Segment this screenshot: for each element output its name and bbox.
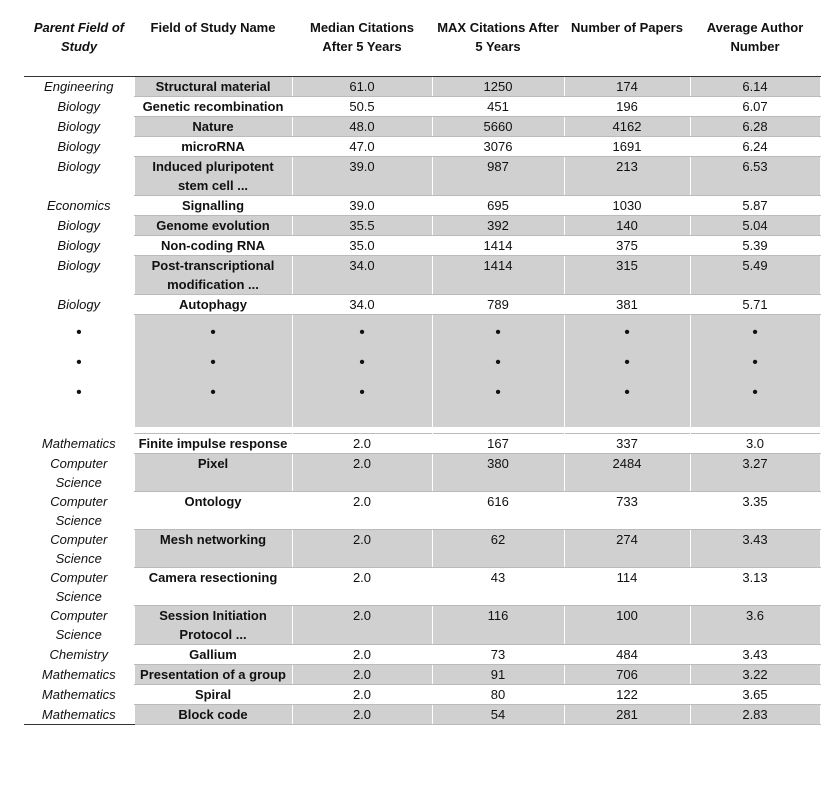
max-citations-cell: 451: [432, 97, 564, 117]
max-citations-cell: 616: [432, 492, 564, 530]
parent-field-cell: Biology: [24, 216, 134, 236]
median-citations-cell: 2.0: [292, 434, 432, 454]
parent-field-cell: Computer Science: [24, 606, 134, 645]
number-of-papers-cell: 706: [564, 665, 690, 685]
ellipsis-dot: •: [210, 354, 216, 371]
parent-field-cell: Computer Science: [24, 530, 134, 568]
table-row: [24, 137, 820, 157]
max-citations-cell: 91: [432, 665, 564, 685]
number-of-papers-cell: 1691: [564, 137, 690, 157]
number-of-papers-cell: 274: [564, 530, 690, 568]
number-of-papers-cell: 337: [564, 434, 690, 454]
median-citations-cell: 2.0: [292, 705, 432, 725]
number-of-papers-cell: 122: [564, 685, 690, 705]
table-row: [24, 97, 820, 117]
max-citations-cell: 80: [432, 685, 564, 705]
ellipsis-dot: •: [624, 384, 630, 401]
number-of-papers-cell: 375: [564, 236, 690, 256]
parent-field-cell: Mathematics: [24, 705, 134, 725]
field-name-cell: Structural material: [134, 77, 292, 97]
ellipsis-row: [24, 315, 820, 428]
number-of-papers-cell: 100: [564, 606, 690, 645]
average-authors-cell: 5.39: [690, 236, 820, 256]
table-row: [24, 705, 820, 725]
max-citations-cell: 987: [432, 157, 564, 196]
number-of-papers-cell: 140: [564, 216, 690, 236]
field-name-cell: Induced pluripotent stem cell ...: [134, 157, 292, 196]
header-number-of-papers: Number of Papers: [564, 14, 690, 77]
header-parent-field: Parent Field of Study: [24, 14, 134, 77]
median-citations-cell: 2.0: [292, 645, 432, 665]
number-of-papers-cell: 733: [564, 492, 690, 530]
median-citations-cell: 2.0: [292, 454, 432, 492]
number-of-papers-cell: 1030: [564, 196, 690, 216]
citations-table: [24, 14, 821, 725]
table-row: [24, 295, 820, 315]
average-authors-cell: 3.43: [690, 530, 820, 568]
parent-field-cell: Mathematics: [24, 685, 134, 705]
field-name-cell: Pixel: [134, 454, 292, 492]
header-row: [24, 14, 820, 77]
table-row: [24, 117, 820, 137]
ellipsis-cell: [24, 315, 134, 428]
header-average-authors: Average Author Number: [690, 14, 820, 77]
max-citations-cell: 54: [432, 705, 564, 725]
number-of-papers-cell: 196: [564, 97, 690, 117]
max-citations-cell: 116: [432, 606, 564, 645]
parent-field-cell: Biology: [24, 157, 134, 196]
table-row: [24, 492, 820, 530]
average-authors-cell: 5.71: [690, 295, 820, 315]
max-citations-cell: 73: [432, 645, 564, 665]
average-authors-cell: 3.65: [690, 685, 820, 705]
average-authors-cell: 5.04: [690, 216, 820, 236]
max-citations-cell: 3076: [432, 137, 564, 157]
number-of-papers-cell: 381: [564, 295, 690, 315]
max-citations-cell: 62: [432, 530, 564, 568]
parent-field-cell: Biology: [24, 256, 134, 295]
field-name-cell: Block code: [134, 705, 292, 725]
average-authors-cell: 3.35: [690, 492, 820, 530]
average-authors-cell: 6.28: [690, 117, 820, 137]
median-citations-cell: 2.0: [292, 492, 432, 530]
average-authors-cell: 3.6: [690, 606, 820, 645]
average-authors-cell: 3.27: [690, 454, 820, 492]
field-name-cell: Spiral: [134, 685, 292, 705]
table-row: [24, 216, 820, 236]
table-row: [24, 685, 820, 705]
parent-field-cell: Engineering: [24, 77, 134, 97]
max-citations-cell: 695: [432, 196, 564, 216]
ellipsis-dot: •: [359, 324, 365, 341]
field-name-cell: Mesh networking: [134, 530, 292, 568]
median-citations-cell: 48.0: [292, 117, 432, 137]
average-authors-cell: 5.87: [690, 196, 820, 216]
median-citations-cell: 61.0: [292, 77, 432, 97]
median-citations-cell: 39.0: [292, 196, 432, 216]
average-authors-cell: 6.07: [690, 97, 820, 117]
max-citations-cell: 380: [432, 454, 564, 492]
average-authors-cell: 2.83: [690, 705, 820, 725]
table-row: [24, 157, 820, 196]
max-citations-cell: 1250: [432, 77, 564, 97]
field-name-cell: Gallium: [134, 645, 292, 665]
ellipsis-cell: [432, 315, 564, 428]
max-citations-cell: 789: [432, 295, 564, 315]
median-citations-cell: 2.0: [292, 606, 432, 645]
ellipsis-dot: •: [624, 324, 630, 341]
parent-field-cell: Mathematics: [24, 665, 134, 685]
median-citations-cell: 39.0: [292, 157, 432, 196]
field-name-cell: Autophagy: [134, 295, 292, 315]
field-name-cell: Non-coding RNA: [134, 236, 292, 256]
max-citations-cell: 1414: [432, 256, 564, 295]
field-name-cell: Genetic recombination: [134, 97, 292, 117]
median-citations-cell: 35.0: [292, 236, 432, 256]
average-authors-cell: 5.49: [690, 256, 820, 295]
ellipsis-dot: •: [752, 324, 758, 341]
parent-field-cell: Computer Science: [24, 492, 134, 530]
max-citations-cell: 167: [432, 434, 564, 454]
median-citations-cell: 47.0: [292, 137, 432, 157]
ellipsis-dot: •: [752, 384, 758, 401]
median-citations-cell: 2.0: [292, 568, 432, 606]
number-of-papers-cell: 114: [564, 568, 690, 606]
median-citations-cell: 35.5: [292, 216, 432, 236]
field-name-cell: microRNA: [134, 137, 292, 157]
number-of-papers-cell: 4162: [564, 117, 690, 137]
median-citations-cell: 2.0: [292, 530, 432, 568]
table-row: [24, 645, 820, 665]
ellipsis-cell: [690, 315, 820, 428]
ellipsis-cell: [564, 315, 690, 428]
field-name-cell: Finite impulse response: [134, 434, 292, 454]
average-authors-cell: 3.22: [690, 665, 820, 685]
table-row: [24, 665, 820, 685]
number-of-papers-cell: 2484: [564, 454, 690, 492]
ellipsis-dot: •: [75, 323, 82, 341]
parent-field-cell: Computer Science: [24, 568, 134, 606]
average-authors-cell: 6.24: [690, 137, 820, 157]
median-citations-cell: 2.0: [292, 665, 432, 685]
field-name-cell: Ontology: [134, 492, 292, 530]
ellipsis-dot: •: [624, 354, 630, 371]
table-row: [24, 236, 820, 256]
parent-field-cell: Biology: [24, 295, 134, 315]
max-citations-cell: 1414: [432, 236, 564, 256]
ellipsis-dot: •: [210, 324, 216, 341]
ellipsis-dot: •: [75, 353, 82, 371]
header-max-citations: MAX Citations After 5 Years: [432, 14, 564, 77]
parent-field-cell: Economics: [24, 196, 134, 216]
number-of-papers-cell: 174: [564, 77, 690, 97]
table-row: [24, 256, 820, 295]
table-row: [24, 77, 820, 97]
ellipsis-dot: •: [210, 384, 216, 401]
field-name-cell: Presentation of a group: [134, 665, 292, 685]
parent-field-cell: Biology: [24, 236, 134, 256]
number-of-papers-cell: 281: [564, 705, 690, 725]
average-authors-cell: 6.14: [690, 77, 820, 97]
parent-field-cell: Mathematics: [24, 434, 134, 454]
average-authors-cell: 3.0: [690, 434, 820, 454]
ellipsis-cell: [134, 315, 292, 428]
field-name-cell: Session Initiation Protocol ...: [134, 606, 292, 645]
parent-field-cell: Biology: [24, 97, 134, 117]
number-of-papers-cell: 213: [564, 157, 690, 196]
field-name-cell: Camera resectioning: [134, 568, 292, 606]
table-row: [24, 454, 820, 492]
table-row: [24, 530, 820, 568]
median-citations-cell: 2.0: [292, 685, 432, 705]
median-citations-cell: 50.5: [292, 97, 432, 117]
ellipsis-dot: •: [495, 354, 501, 371]
header-field-name: Field of Study Name: [134, 14, 292, 77]
field-name-cell: Post-transcriptional modification ...: [134, 256, 292, 295]
field-name-cell: Genome evolution: [134, 216, 292, 236]
parent-field-cell: Biology: [24, 137, 134, 157]
parent-field-cell: Biology: [24, 117, 134, 137]
average-authors-cell: 3.43: [690, 645, 820, 665]
average-authors-cell: 6.53: [690, 157, 820, 196]
parent-field-cell: Computer Science: [24, 454, 134, 492]
max-citations-cell: 5660: [432, 117, 564, 137]
average-authors-cell: 3.13: [690, 568, 820, 606]
number-of-papers-cell: 315: [564, 256, 690, 295]
max-citations-cell: 392: [432, 216, 564, 236]
table-row: [24, 196, 820, 216]
median-citations-cell: 34.0: [292, 256, 432, 295]
ellipsis-dot: •: [495, 384, 501, 401]
table-row: [24, 434, 820, 454]
table-row: [24, 568, 820, 606]
parent-field-cell: Chemistry: [24, 645, 134, 665]
table-row: [24, 606, 820, 645]
ellipsis-cell: [292, 315, 432, 428]
citations-table-container: [24, 14, 820, 725]
field-name-cell: Signalling: [134, 196, 292, 216]
number-of-papers-cell: 484: [564, 645, 690, 665]
ellipsis-dot: •: [495, 324, 501, 341]
field-name-cell: Nature: [134, 117, 292, 137]
ellipsis-dot: •: [75, 383, 82, 401]
header-median-citations: Median Citations After 5 Years: [292, 14, 432, 77]
max-citations-cell: 43: [432, 568, 564, 606]
ellipsis-dot: •: [752, 354, 758, 371]
median-citations-cell: 34.0: [292, 295, 432, 315]
ellipsis-dot: •: [359, 354, 365, 371]
ellipsis-dot: •: [359, 384, 365, 401]
